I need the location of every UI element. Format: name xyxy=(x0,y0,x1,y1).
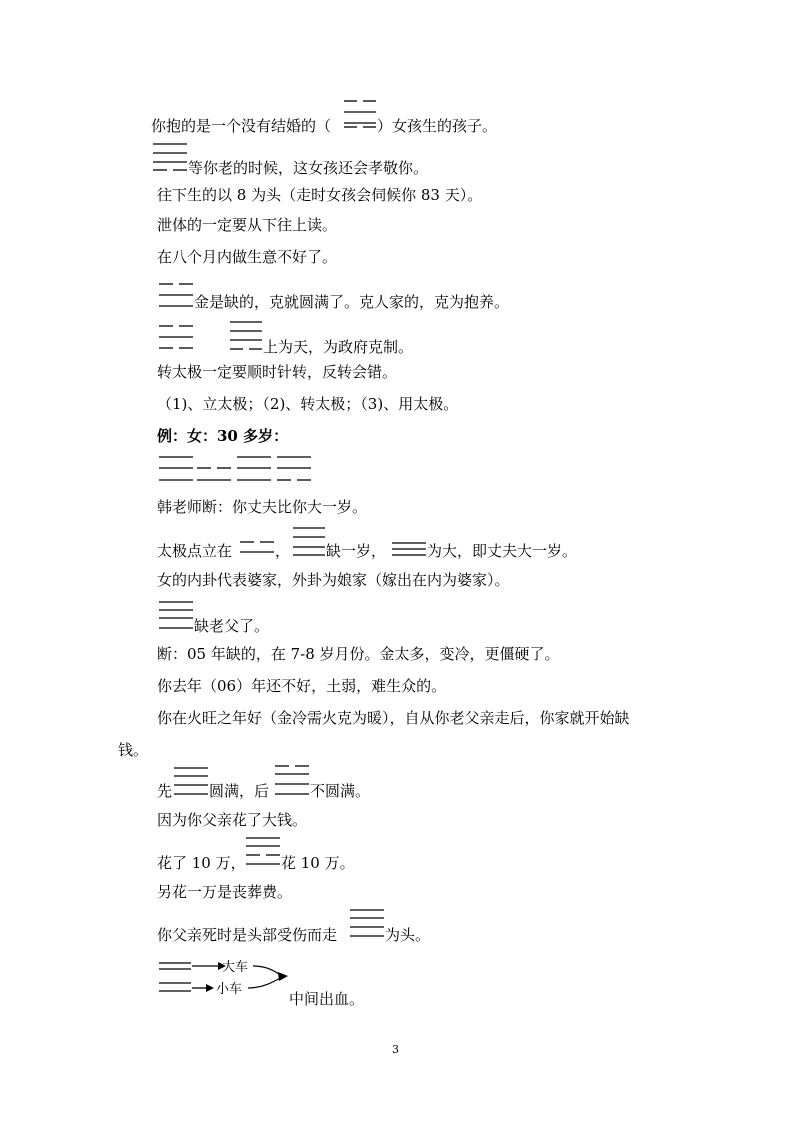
trigram-dui-icon xyxy=(239,538,275,560)
big-car-label: 大车 xyxy=(222,960,249,975)
trigram-qian-icon xyxy=(292,524,326,560)
text-line-1: 你抱的是一个没有结婚的（ xyxy=(151,117,332,135)
text-line-5: 在八个月内做生意不好了。 xyxy=(157,248,338,266)
trigram-partial-icon xyxy=(196,464,232,484)
text-line-20: 因为你父亲花了大钱。 xyxy=(157,811,308,829)
trigram-qian-icon xyxy=(173,764,209,800)
text-line-21b: 花 10 万。 xyxy=(281,854,355,872)
text-line-17: 你在火旺之年好（金冷需火克为暖），自从你老父亲走后，你家就开始缺 xyxy=(157,709,630,727)
text-line-8: 转太极一定要顺时针转，反转会错。 xyxy=(157,363,398,381)
trigram-dui-icon xyxy=(274,762,310,800)
page-number: 3 xyxy=(392,1043,399,1056)
trigram-qian-icon xyxy=(349,906,385,942)
text-line-19b: 圆满，后 xyxy=(209,782,270,800)
text-line-2: 等你老的时候，这女孩还会孝敬你。 xyxy=(188,159,429,177)
trigram-xun-icon xyxy=(152,140,188,176)
text-line-23b: 为头。 xyxy=(385,926,431,944)
text-line-11: 韩老师断：你丈夫比你大一岁。 xyxy=(157,498,368,516)
trigram-qian-icon xyxy=(158,598,194,632)
text-line-4: 泄体的一定要从下往上读。 xyxy=(157,216,338,234)
text-line-6: 金是缺的，克就圆满了。克人家的，克为抱养。 xyxy=(194,293,510,311)
text-line-3: 往下生的以 8 为头（走时女孩会伺候你 83 天）。 xyxy=(157,186,483,204)
text-line-19c: 不圆满。 xyxy=(310,782,371,800)
text-line-23a: 你父亲死时是头部受伤而走 xyxy=(157,926,338,944)
small-car-label: 小车 xyxy=(216,982,243,997)
trigram-xun-icon xyxy=(276,454,312,484)
text-line-12a: 太极点立在 xyxy=(157,542,233,560)
trigram-dui-icon xyxy=(158,322,194,354)
trigram-qian-dui-icon xyxy=(245,834,281,870)
text-line-13: 女的内卦代表婆家，外卦为娘家（嫁出在内为婆家）。 xyxy=(157,571,510,589)
text-line-21a: 花了 10 万， xyxy=(157,854,246,872)
trigram-qian-icon xyxy=(391,540,427,558)
text-line-1-tail: ）女孩生的孩子。 xyxy=(377,117,498,135)
trigram-dui-icon xyxy=(343,97,377,131)
example-heading: 例：女：30 多岁： xyxy=(157,427,289,445)
trigram-qian-icon xyxy=(236,454,272,484)
text-line-7: 上为天，为政府克制。 xyxy=(263,338,414,356)
text-line-19a: 先 xyxy=(157,782,173,800)
text-line-12d: 为大，即丈夫大一岁。 xyxy=(427,542,578,560)
trigram-qian-icon xyxy=(158,454,194,484)
text-line-24: 中间出血。 xyxy=(289,990,365,1008)
text-line-16: 你去年（06）年还不好，土弱，难生众的。 xyxy=(157,677,447,695)
text-line-12b: ， xyxy=(275,542,291,560)
trigram-dui-icon xyxy=(158,280,194,312)
text-line-12c: 缺一岁， xyxy=(326,542,387,560)
text-line-9: （1)、立太极；（2)、转太极；（3)、用太极。 xyxy=(157,395,459,413)
trigram-qian-xun-icon xyxy=(229,318,263,354)
text-line-15: 断：05 年缺的，在 7-8 岁月份。金太多，变冷，更僵硬了。 xyxy=(157,645,560,663)
text-line-22: 另花一万是丧葬费。 xyxy=(157,883,293,901)
text-line-14: 缺老父了。 xyxy=(194,617,270,635)
text-line-18: 钱。 xyxy=(118,741,149,759)
